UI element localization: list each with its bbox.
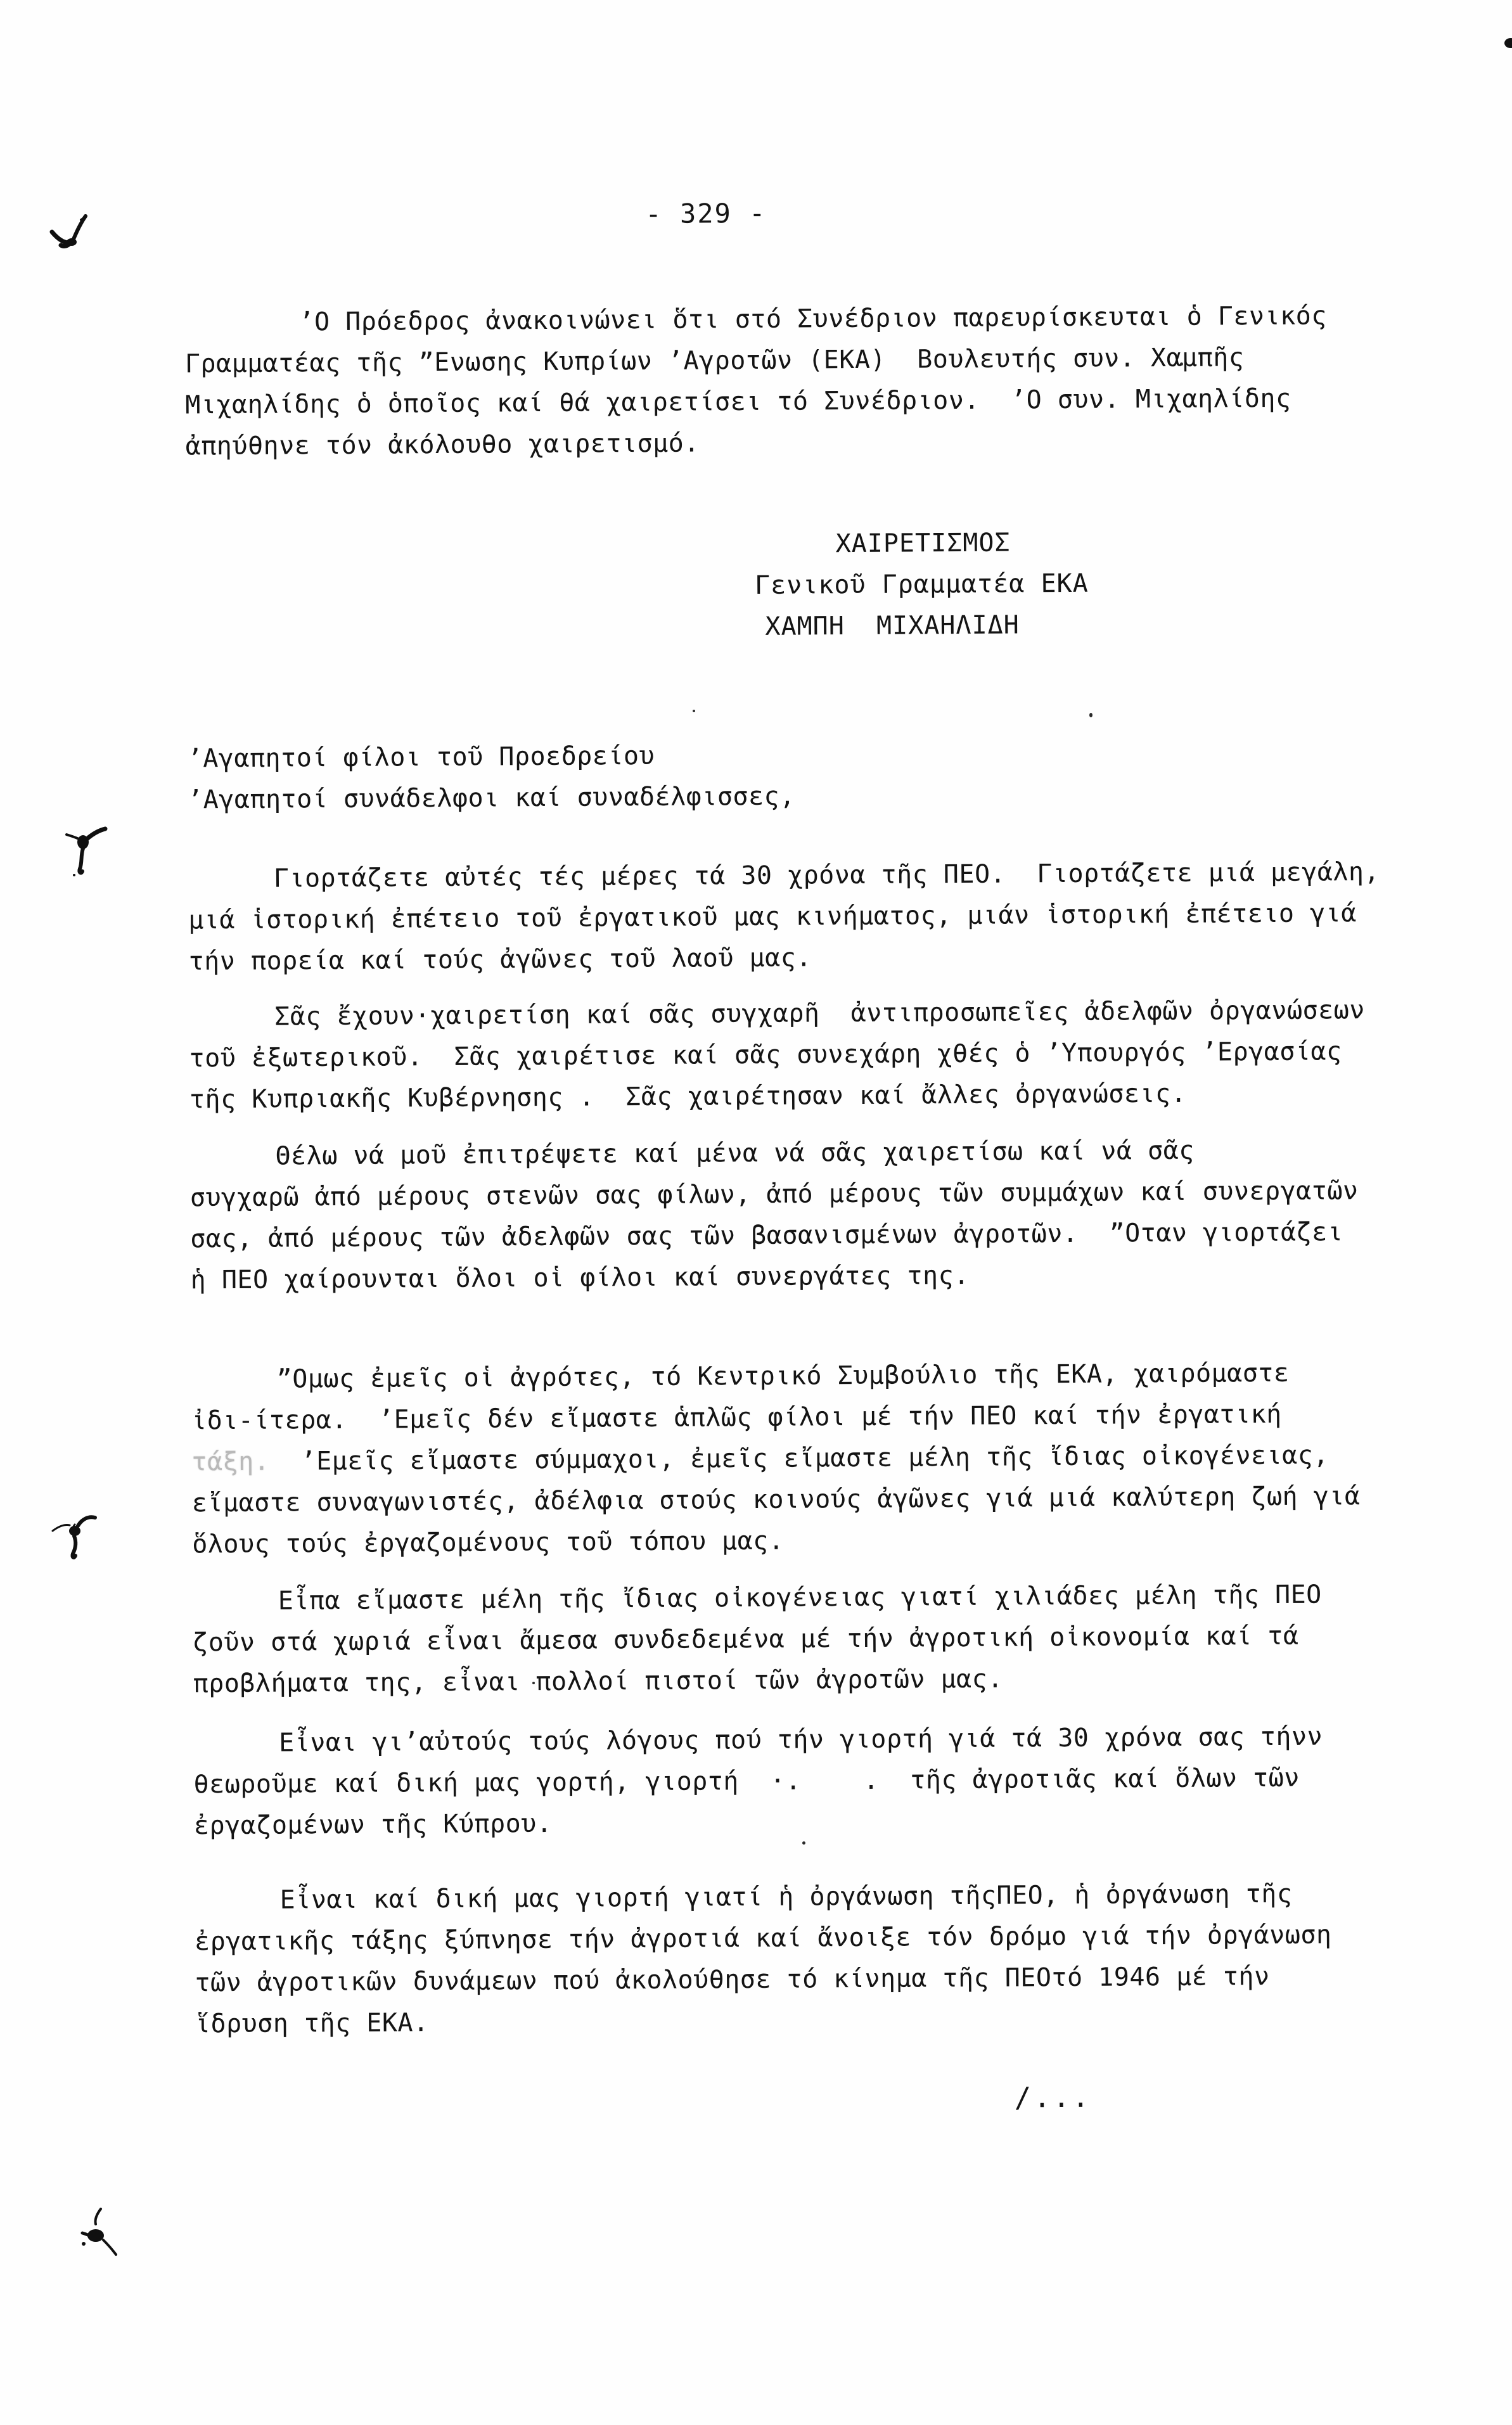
- text-line: ἰδι-ίτερα. ’Εμεῖς δέν εἴμαστε ἁπλῶς φίλοι μέ τήν ΠΕΟ καί τήν ἐργατική: [191, 1399, 1282, 1436]
- text-line: ζοῦν στά χωριά εἶναι ἄμεσα συνδεδεμένα μέ τήν ἀγροτική οἰκονομία καί τά: [193, 1621, 1299, 1658]
- text-line: συγχαρῶ ἀπό μέρους στενῶν σας φίλων, ἀπό μέρους τῶν συμμάχων καί συνεργατῶν: [189, 1176, 1359, 1213]
- text-line: ἡ ΠΕΟ χαίρουνται ὅλοι οἱ φίλοι καί συνεργάτες της.: [190, 1260, 970, 1295]
- heading-title: ΧΑΙΡΕΤΙΣΜΟΣ: [835, 528, 1011, 559]
- text-line: ἐργατικῆς τάξης ξύπνησε τήν ἀγροτιά καί ἄνοιξε τόν δρόμο γιά τήν ὀργάνωση: [194, 1920, 1332, 1957]
- text-line: ’Αγαπητοί συνάδελφοι καί συναδέλφισσες,: [187, 781, 795, 815]
- text-line: ”Ομως ἐμεῖς οἱ ἀγρότες, τό Κεντρικό Συμβούλιο τῆς ΕΚΑ, χαιρόμαστε: [276, 1358, 1290, 1394]
- text-line: [191, 1435, 1360, 1483]
- text-line: Μιχαηλίδης ὁ ὁποῖος καί θά χαιρετίσει τό Συνέδριον. ’Ο συν. Μιχαηλίδης: [185, 383, 1291, 420]
- text-line: θεωροῦμε καί δική μας γορτή, γιορτή ·. . τῆς ἀγροτιᾶς καί ὅλων τῶν: [193, 1763, 1300, 1800]
- text-line: ἵδρυση τῆς ΕΚΑ.: [195, 2008, 429, 2039]
- page-continuation-mark: /...: [1014, 2081, 1092, 2115]
- text-line: τοῦ ἐξωτερικοῦ. Σᾶς χαιρέτισε καί σᾶς συνεχάρη χθές ὁ ’Υπουργός ’Εργασίας: [189, 1037, 1342, 1073]
- body-paragraph: [189, 990, 1366, 1120]
- text-line: Γραμματέας τῆς ”Ενωσης Κυπρίων ’Αγροτῶν (ΕΚΑ) Βουλευτής συν. Χαμπῆς: [184, 343, 1245, 379]
- text-line: Γιορτάζετε αὐτές τές μέρες τά 30 χρόνα τῆς ΠΕΟ. Γιορτάζετε μιά μεγάλη,: [273, 857, 1380, 893]
- intro-paragraph: [184, 295, 1328, 467]
- text-line: Εἶπα εἴμαστε μέλη τῆς ἴδιας οἰκογένειας γιατί χιλιάδες μέλη τῆς ΠΕΟ: [278, 1580, 1322, 1616]
- text-line: Σᾶς ἔχουν·χαιρετίση καί σᾶς συγχαρῆ ἀντιπροσωπεῖες ἀδελφῶν ὀργανώσεων: [274, 995, 1366, 1032]
- text-line: ἐργαζομένων τῆς Κύπρου.: [193, 1808, 553, 1841]
- text-line: τῶν ἀγροτικῶν δυνάμεων πού ἀκολούθησε τό κίνημα τῆς ΠΕΟτό 1946 μέ τήν: [195, 1962, 1270, 1998]
- text-line: τήν πορεία καί τούς ἀγῶνες τοῦ λαοῦ μας.: [188, 943, 812, 976]
- text-line: μιά ἱστορική ἐπέτειο τοῦ ἐργατικοῦ μας κινήματος, μιάν ἱστορική ἐπέτειο γιά: [188, 899, 1357, 935]
- body-paragraph: [189, 1129, 1359, 1301]
- faded-word: τάξη.: [191, 1447, 270, 1477]
- body-paragraph: [188, 852, 1380, 982]
- text-line: εἴμαστε συναγωνιστές, ἀδέλφια στούς κοινούς ἀγῶνες γιά μιά καλύτερη ζωή γιά: [191, 1481, 1361, 1518]
- text-line: ’Αγαπητοί φίλοι τοῦ Προεδρείου: [187, 741, 655, 774]
- page-number: - 329 -: [645, 197, 767, 230]
- body-paragraph: [191, 1352, 1361, 1565]
- text-line: ’Ο Πρόεδρος ἀνακοινώνει ὅτι στό Συνέδριον παρευρίσκευται ὁ Γενικός: [298, 301, 1328, 337]
- text-line: τῆς Κυπριακῆς Κυβέρνησης . Σᾶς χαιρέτησαν καί ἄλλες ὀργανώσεις.: [189, 1078, 1187, 1115]
- body-paragraph: [195, 1873, 1333, 2045]
- text-line: προβλήματα της, εἶναι πολλοί πιστοί τῶν ἀγροτῶν μας.: [193, 1664, 1003, 1699]
- text-line: ὅλους τούς ἐργαζομένους τοῦ τόπου μας.: [192, 1526, 785, 1559]
- heading-subtitle: Γενικοῦ Γραμματέα ΕΚΑ: [754, 568, 1089, 600]
- text-line: ἀπηύθηνε τόν ἀκόλουθο χαιρετισμό.: [185, 428, 700, 461]
- body-paragraph: [193, 1717, 1323, 1847]
- heading-speaker-name: ΧΑΜΠΗ ΜΙΧΑΗΛΙΔΗ: [765, 610, 1020, 641]
- text-line: Εἶναι καί δική μας γιορτή γιατί ἡ ὀργάνωση τῆςΠΕΟ, ἡ ὀργάνωση τῆς: [279, 1879, 1293, 1915]
- body-paragraph: [193, 1575, 1323, 1705]
- salutation: [187, 735, 795, 821]
- text-line: Εἶναι γι’αὐτούς τούς λόγους πού τήν γιορτή γιά τά 30 χρόνα σας τήνν: [279, 1722, 1323, 1758]
- text-line: σας, ἀπό μέρους τῶν ἀδελφῶν σας τῶν βασανισμένων ἀγροτῶν. ”Οταν γιορτάζει: [190, 1217, 1343, 1254]
- text-line: Θέλω νά μοῦ ἐπιτρέψετε καί μένα νά σᾶς χαιρετίσω καί νά σᾶς: [275, 1136, 1195, 1171]
- text-line-rest: ’Εμεῖς εἴμαστε σύμμαχοι, ἐμεῖς εἴμαστε μέλη τῆς ἴδιας οἰκογένειας,: [269, 1440, 1329, 1476]
